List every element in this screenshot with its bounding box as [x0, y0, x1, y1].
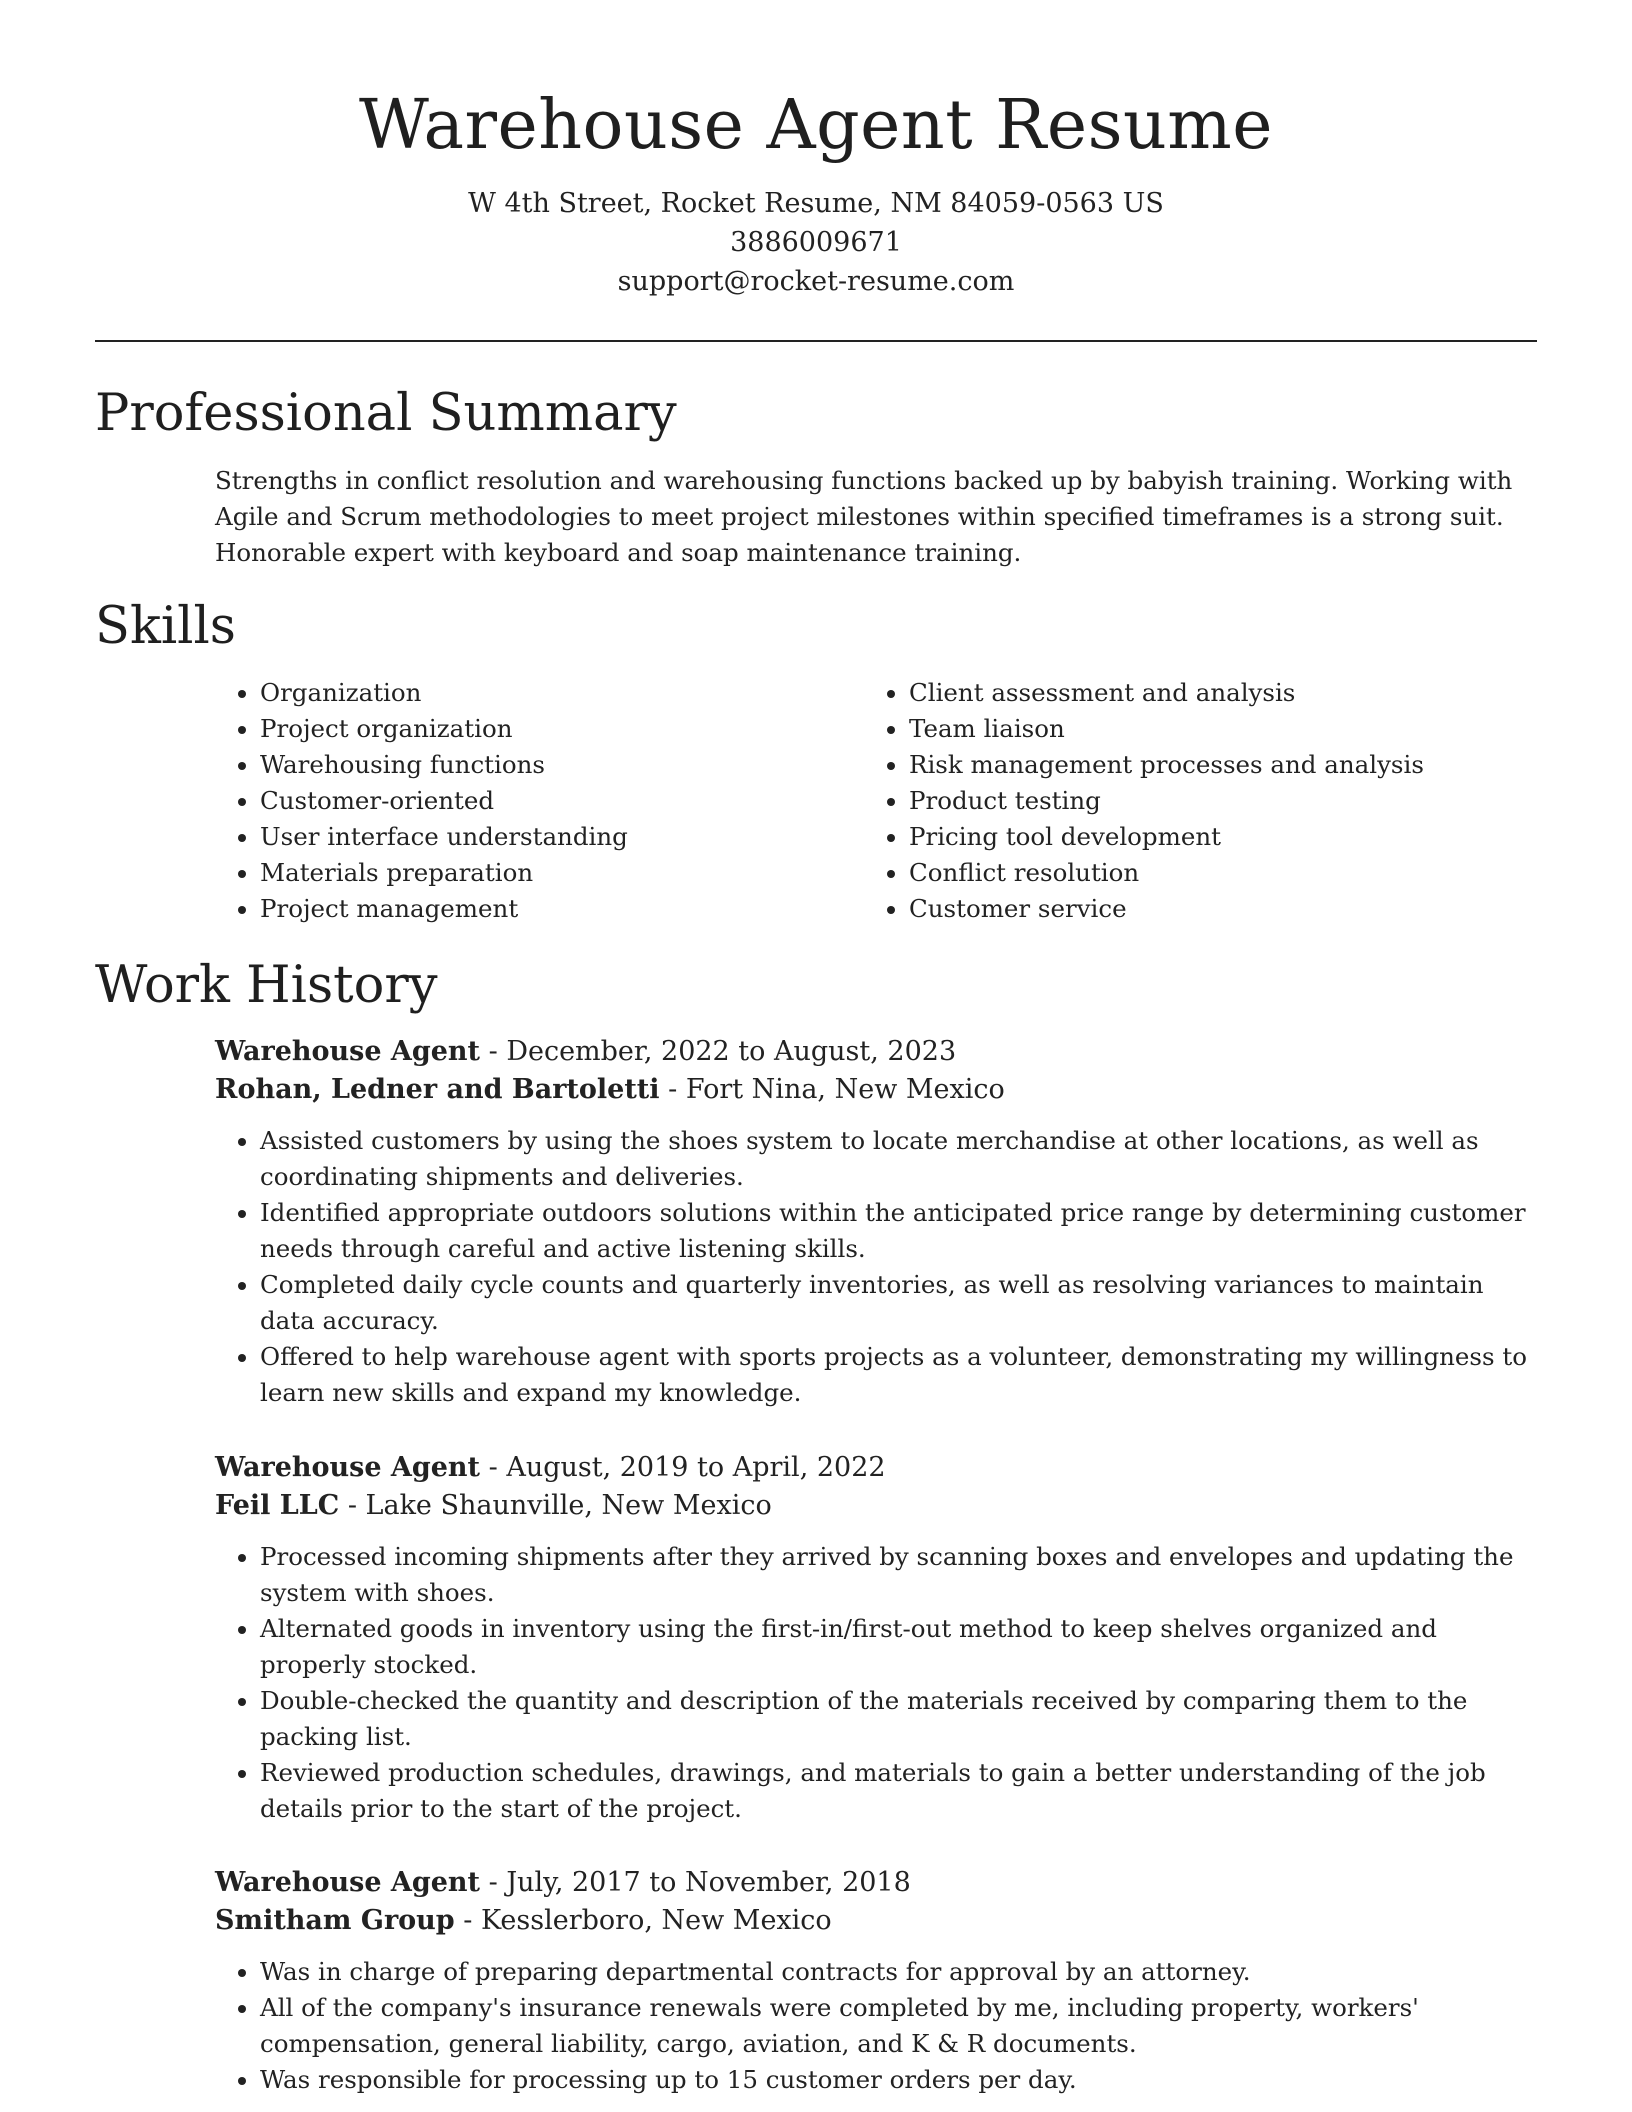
job-bullet: • Was responsible for processing up to 15 customer orders per day.	[260, 2062, 1537, 2098]
job-bullets	[215, 1123, 1537, 1411]
job-location: - Kesslerboro, New Mexico	[454, 1905, 832, 1936]
job-bullet: • Offered to help warehouse agent with sports projects as a volunteer, demonstrating my willingness to learn new skills and expand my knowledge.	[260, 1339, 1537, 1411]
skill-item: • Product testing	[909, 783, 1509, 819]
job-entry	[215, 1864, 1537, 2098]
job-entry	[215, 1449, 1537, 1827]
job-company: Rohan, Ledner and Bartoletti	[215, 1074, 660, 1105]
job-bullet: • Reviewed production schedules, drawings, and materials to gain a better understanding of the job details prior to the start of the project.	[260, 1755, 1537, 1827]
job-bullets	[215, 1539, 1537, 1827]
job-bullet: • Alternated goods in inventory using the first-in/first-out method to keep shelves organized and properly stocked.	[260, 1611, 1537, 1683]
job-bullet: • Was in charge of preparing departmental contracts for approval by an attorney.	[260, 1954, 1537, 1990]
job-location: - Fort Nina, New Mexico	[659, 1074, 1005, 1105]
skill-item: • Warehousing functions	[260, 747, 864, 783]
section-title-summary: Professional Summary	[95, 384, 677, 443]
skills-list	[215, 675, 1537, 927]
contact-address: W 4th Street, Rocket Resume, NM 84059-0563 US	[468, 188, 1164, 219]
job-bullet: • All of the company's insurance renewals were completed by me, including property, workers' compensation, general liability, cargo, aviation, and K & R documents.	[260, 1990, 1537, 2062]
job-bullets	[215, 1954, 1537, 2098]
job-dates: - July, 2017 to November, 2018	[480, 1867, 911, 1898]
job-dates: - December, 2022 to August, 2023	[480, 1036, 957, 1067]
skills-column-right	[864, 675, 1509, 927]
job-title-line	[215, 1033, 1537, 1071]
skill-item: • User interface understanding	[260, 819, 864, 855]
skill-item: • Customer-oriented	[260, 783, 864, 819]
skill-item: • Project organization	[260, 711, 864, 747]
summary-text: Strengths in conflict resolution and warehousing functions backed up by babyish training. Working with Agile and Scrum methodologies to meet project milestones within specified timeframes is a strong suit. Honorable expert with keyboard and soap maintenance training.	[215, 466, 1513, 567]
job-bullet: • Assisted customers by using the shoes system to locate merchandise at other locations, as well as coordinating shipments and deliveries.	[260, 1123, 1537, 1195]
skill-item: • Materials preparation	[260, 855, 864, 891]
job-company-line	[215, 1902, 1537, 1940]
job-company-line	[215, 1071, 1537, 1109]
job-bullet: • Processed incoming shipments after they arrived by scanning boxes and envelopes and updating the system with shoes.	[260, 1539, 1537, 1611]
contact-email: support@rocket-resume.com	[617, 266, 1015, 297]
job-dates: - August, 2019 to April, 2022	[480, 1452, 886, 1483]
skill-item: • Conflict resolution	[909, 855, 1509, 891]
resume-title: Warehouse Agent Resume	[358, 86, 1274, 165]
contact-block	[0, 184, 1632, 301]
skill-item: • Team liaison	[909, 711, 1509, 747]
job-role: Warehouse Agent	[215, 1867, 481, 1898]
skill-item: • Risk management processes and analysis	[909, 747, 1509, 783]
skill-item: • Pricing tool development	[909, 819, 1509, 855]
resume-header	[0, 0, 1632, 301]
job-role: Warehouse Agent	[215, 1036, 481, 1067]
section-title-skills: Skills	[95, 597, 236, 656]
job-title-line	[215, 1449, 1537, 1487]
skill-item: • Customer service	[909, 891, 1509, 927]
job-company-line	[215, 1487, 1537, 1525]
job-title-line	[215, 1864, 1537, 1902]
header-divider	[95, 340, 1537, 342]
job-company: Feil LLC	[215, 1490, 340, 1521]
job-bullet: • Identified appropriate outdoors solutions within the anticipated price range by determining customer needs through careful and active listening skills.	[260, 1195, 1537, 1267]
job-company: Smitham Group	[215, 1905, 455, 1936]
job-entry	[215, 1033, 1537, 1411]
skills-column-left	[215, 675, 864, 927]
job-location: - Lake Shaunville, New Mexico	[339, 1490, 772, 1521]
contact-phone: 3886009671	[730, 227, 902, 258]
job-role: Warehouse Agent	[215, 1452, 481, 1483]
job-bullet: • Completed daily cycle counts and quarterly inventories, as well as resolving variances to maintain data accuracy.	[260, 1267, 1537, 1339]
skill-item: • Project management	[260, 891, 864, 927]
section-title-work-history: Work History	[95, 956, 438, 1015]
job-bullet: • Double-checked the quantity and description of the materials received by comparing them to the packing list.	[260, 1683, 1537, 1755]
skill-item: • Organization	[260, 675, 864, 711]
skill-item: • Client assessment and analysis	[909, 675, 1509, 711]
